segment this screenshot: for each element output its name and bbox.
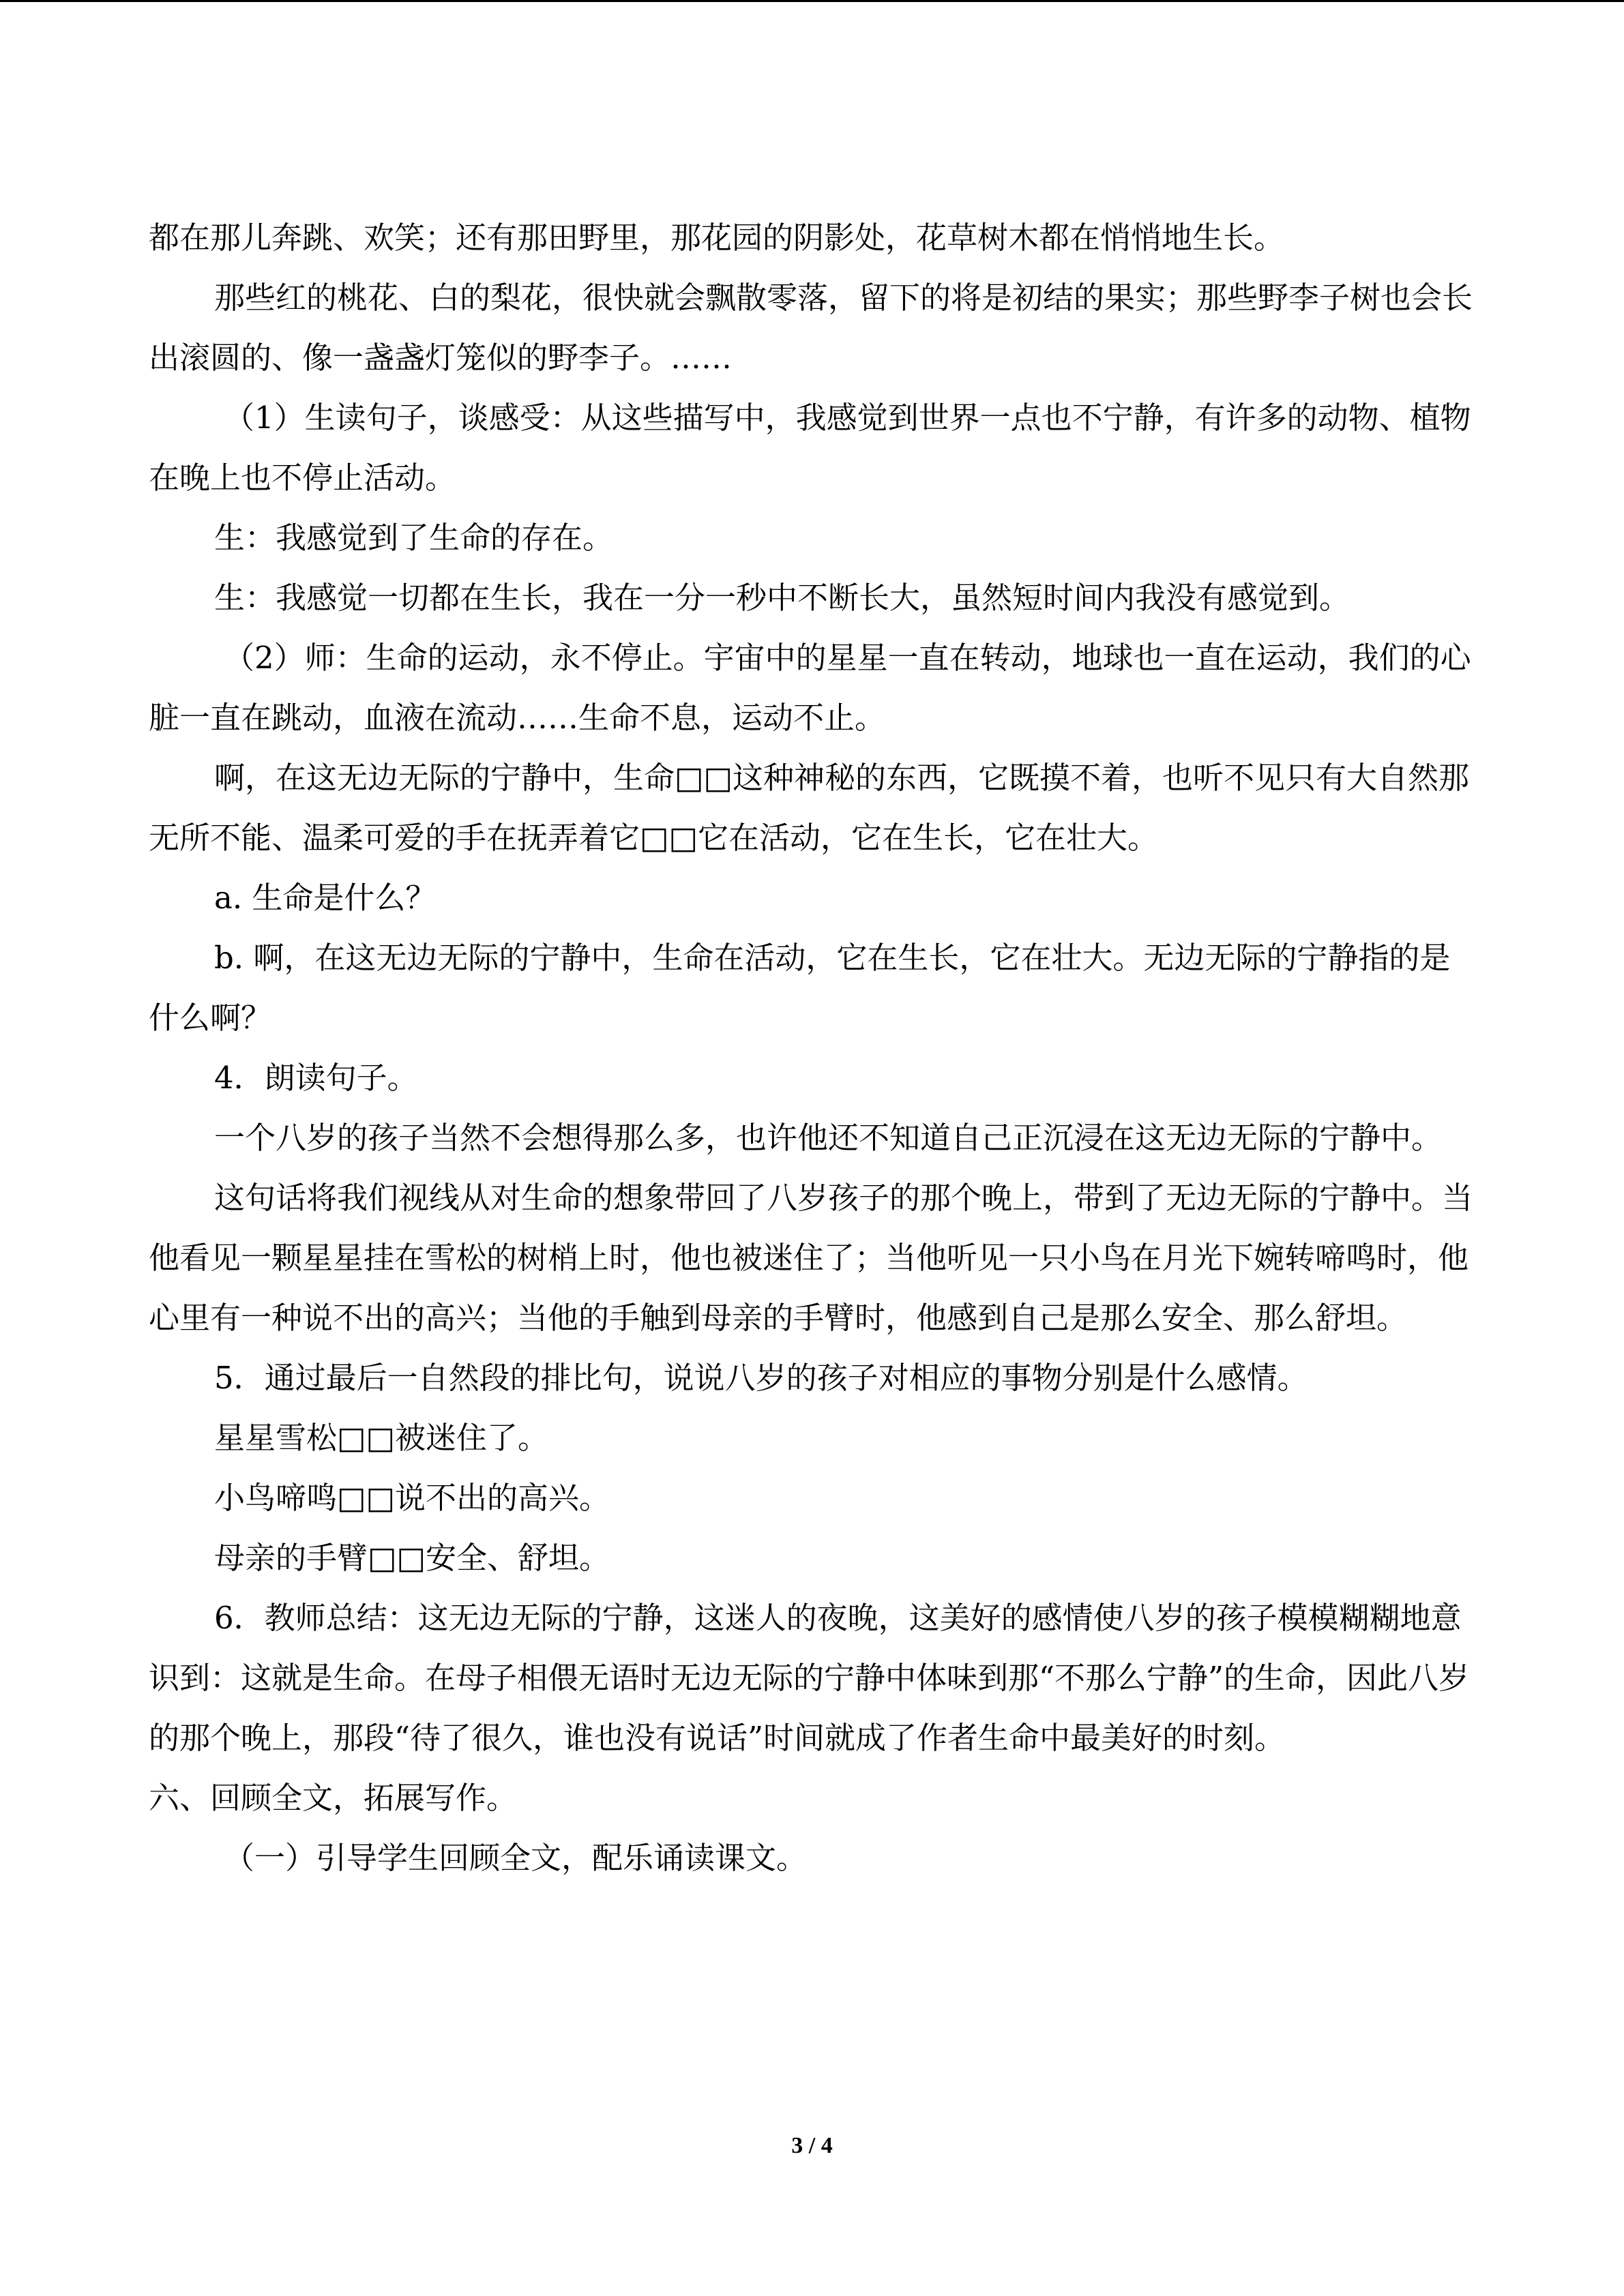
paragraph-step-6-summary: 6．教师总结：这无边无际的宁静，这迷人的夜晚，这美好的感情使八岁的孩子模模糊糊地意识到：这就是生命。在母子相偎无语时无边无际的宁静中体味到那“不那么宁静”的生命，因此八岁的那个晚上，那段“待了很久，谁也没有说话”时间就成了作者生命中最美好的时刻。 <box>149 1600 1470 1756</box>
paragraph-teacher-remark: （2）师：生命的运动，永不停止。宇宙中的星星一直在转动，地球也一直在运动，我们的心脏一直在跳动，血液在流动……生命不息，运动不止。 <box>149 640 1471 736</box>
paragraph-step-4: 4．朗读句子。 <box>214 1060 418 1096</box>
paragraph-question-a: a. 生命是什么？ <box>214 880 437 916</box>
document-body <box>149 208 1476 1888</box>
paragraph-continuation: 都在那儿奔跳、欢笑；还有那田野里，那花园的阴影处，花草树木都在悄悄地生长。 <box>149 220 1285 256</box>
paragraph-student-reading: （1）生读句子，谈感受：从这些描写中，我感觉到世界一点也不宁静，有许多的动物、植物在晚上也不停止活动。 <box>149 400 1471 496</box>
paragraph-step-5: 5．通过最后一自然段的排比句，说说八岁的孩子对相应的事物分别是什么感情。 <box>214 1360 1308 1396</box>
paragraph-star-cedar: 星星雪松□□被迷住了。 <box>214 1420 549 1456</box>
paragraph-student-answer-2: 生：我感觉一切都在生长，我在一分一秒中不断长大，虽然短时间内我没有感觉到。 <box>214 580 1350 616</box>
page-top-border <box>0 0 1624 2</box>
paragraph-quote-life: 啊，在这无边无际的宁静中，生命□□这种神秘的东西，它既摸不着，也听不见只有大自然那无所不能、温柔可爱的手在抚弄着它□□它在活动，它在生长，它在壮大。 <box>149 760 1470 856</box>
section-heading-six: 六、回顾全文，拓展写作。 <box>149 1780 518 1816</box>
paragraph-question-b: b. 啊，在这无边无际的宁静中，生命在活动，它在生长，它在壮大。无边无际的宁静指的是什么啊？ <box>149 940 1451 1036</box>
paragraph-mother-arm: 母亲的手臂□□安全、舒坦。 <box>214 1540 610 1576</box>
paragraph-blossoms: 那些红的桃花、白的梨花，很快就会飘散零落，留下的将是初结的果实；那些野李子树也会长出滚圆的、像一盏盏灯笼似的野李子。…… <box>149 280 1473 376</box>
paragraph-eight-year-old: 一个八岁的孩子当然不会想得那么多，也许他还不知道自己正沉浸在这无边无际的宁静中。 <box>214 1120 1443 1156</box>
paragraph-sub-one: （一）引导学生回顾全文，配乐诵读课文。 <box>224 1840 808 1876</box>
paragraph-bird-song: 小鸟啼鸣□□说不出的高兴。 <box>214 1480 610 1516</box>
page-number: 3 / 4 <box>791 2133 833 2158</box>
paragraph-analysis: 这句话将我们视线从对生命的想象带回了八岁孩子的那个晚上，带到了无边无际的宁静中。当他看见一颗星星挂在雪松的树梢上时，他也被迷住了；当他听见一只小鸟在月光下婉转啼鸣时，他心里有一种说不出的高兴；当他的手触到母亲的手臂时，他感到自己是那么安全、那么舒坦。 <box>149 1180 1473 1336</box>
paragraph-student-answer-1: 生：我感觉到了生命的存在。 <box>214 520 614 556</box>
